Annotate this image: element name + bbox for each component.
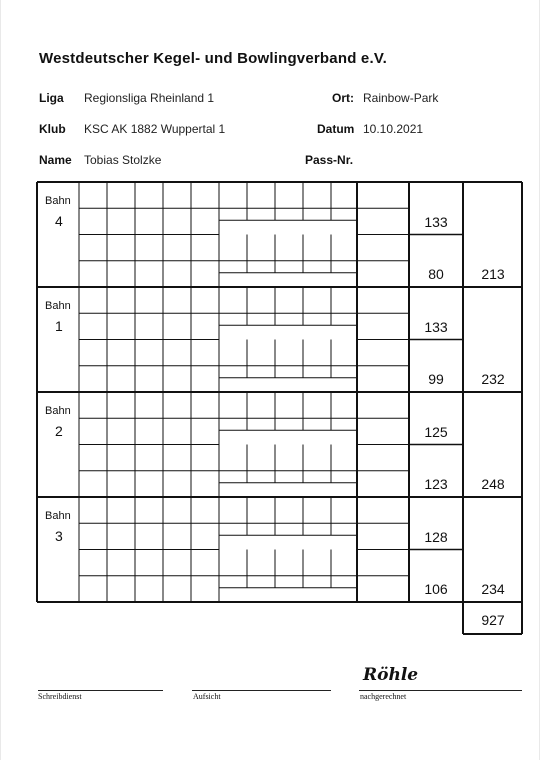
ort-value: Rainbow-Park — [363, 91, 439, 105]
name-label: Name — [39, 153, 72, 167]
aufsicht-line — [192, 690, 331, 691]
nachgerechnet-signature: Röhle — [363, 665, 419, 685]
liga-value: Regionsliga Rheinland 1 — [84, 91, 215, 105]
nachgerechnet-line — [359, 690, 522, 691]
klub-label: Klub — [39, 122, 66, 136]
lane-score-2: 80 — [428, 266, 444, 282]
grand-total: 927 — [481, 612, 505, 628]
pass-nr-label: Pass-Nr. — [305, 153, 354, 167]
page-title: Westdeutscher Kegel- und Bowlingverband e.V. — [39, 50, 388, 67]
lane-total: 234 — [481, 581, 505, 597]
lane-label: Bahn — [45, 405, 71, 417]
score-grid — [1, 0, 539, 760]
lane-label: Bahn — [45, 510, 71, 522]
lane-number: 4 — [55, 213, 63, 229]
schreibdienst-label: Schreibdienst — [38, 692, 82, 701]
schreibdienst-line — [38, 690, 163, 691]
lane-total: 232 — [481, 371, 505, 387]
lane-score-1: 133 — [424, 214, 448, 230]
lane-number: 1 — [55, 318, 63, 334]
liga-label: Liga — [39, 91, 64, 105]
lane-score-1: 128 — [424, 529, 448, 545]
lane-label: Bahn — [45, 300, 71, 312]
lane-score-1: 125 — [424, 424, 448, 440]
lane-score-1: 133 — [424, 319, 448, 335]
aufsicht-label: Aufsicht — [193, 692, 221, 701]
ort-label: Ort: — [332, 91, 354, 105]
nachgerechnet-label: nachgerechnet — [360, 692, 407, 701]
lane-total: 248 — [481, 476, 505, 492]
datum-value: 10.10.2021 — [363, 122, 424, 136]
lane-score-2: 106 — [424, 581, 448, 597]
name-value: Tobias Stolzke — [84, 153, 162, 167]
lane-label: Bahn — [45, 195, 71, 207]
lane-number: 3 — [55, 528, 63, 544]
lane-number: 2 — [55, 423, 63, 439]
lane-score-2: 99 — [428, 371, 444, 387]
score-sheet — [1, 0, 539, 760]
lane-total: 213 — [481, 266, 505, 282]
lane-score-2: 123 — [424, 476, 448, 492]
datum-label: Datum — [317, 122, 355, 136]
klub-value: KSC AK 1882 Wuppertal 1 — [84, 122, 226, 136]
